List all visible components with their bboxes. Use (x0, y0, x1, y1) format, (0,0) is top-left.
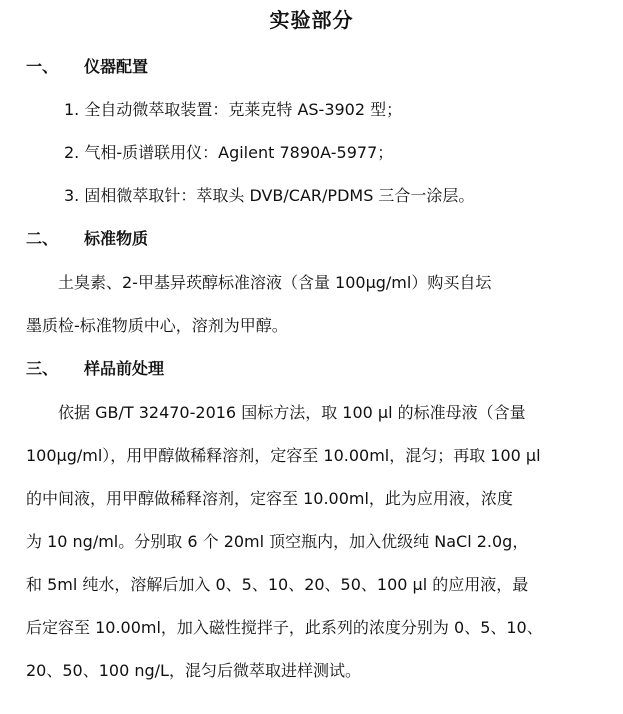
section-2-heading (26, 226, 148, 249)
pretreatment-line-4: 为 10 ng/ml。分别取 6 个 20ml 顶空瓶内，加入优级纯 NaCl 2.0g， (26, 532, 529, 551)
section-2-number: 二、 (26, 229, 59, 248)
pretreatment-line-1: 依据 GB/T 32470-2016 国标方法，取 100 μl 的标准母液（含量 (26, 403, 526, 422)
equipment-item-2: 2. 气相-质谱联用仪：Agilent 7890A-5977； (64, 143, 394, 162)
standard-line-2: 墨质检-标准物质中心，溶剂为甲醇。 (26, 316, 288, 335)
section-3-number: 三、 (26, 359, 59, 378)
equipment-item-1: 1. 全自动微萃取装置：克莱克特 AS-3902 型； (64, 100, 403, 119)
section-1-number: 一、 (26, 57, 59, 76)
section-2-title: 标准物质 (84, 229, 149, 248)
equipment-item-3: 3. 固相微萃取针：萃取头 DVB/CAR/PDMS 三合一涂层。 (64, 186, 475, 205)
pretreatment-line-7: 20、50、100 ng/L，混匀后微萃取进样测试。 (26, 661, 361, 680)
standard-line-1: 土臭素、2-甲基异莰醇标准溶液（含量 100μg/ml）购买自坛 (26, 273, 492, 292)
section-1-heading (26, 54, 148, 77)
pretreatment-line-6: 后定容至 10.00ml，加入磁性搅拌子，此系列的浓度分别为 0、5、10、 (26, 618, 543, 637)
pretreatment-line-3: 的中间液，用甲醇做稀释溶剂，定容至 10.00ml，此为应用液，浓度 (26, 489, 513, 508)
pretreatment-line-2: 100μg/ml），用甲醇做稀释溶剂，定容至 10.00ml，混匀；再取 100 μl (26, 446, 541, 465)
section-3-title: 样品前处理 (84, 359, 165, 378)
section-3-heading (26, 356, 164, 379)
section-1-title: 仪器配置 (84, 57, 149, 76)
document-title: 实验部分 (269, 8, 354, 32)
pretreatment-line-5: 和 5ml 纯水，溶解后加入 0、5、10、20、50、100 μl 的应用液，最 (26, 575, 529, 594)
